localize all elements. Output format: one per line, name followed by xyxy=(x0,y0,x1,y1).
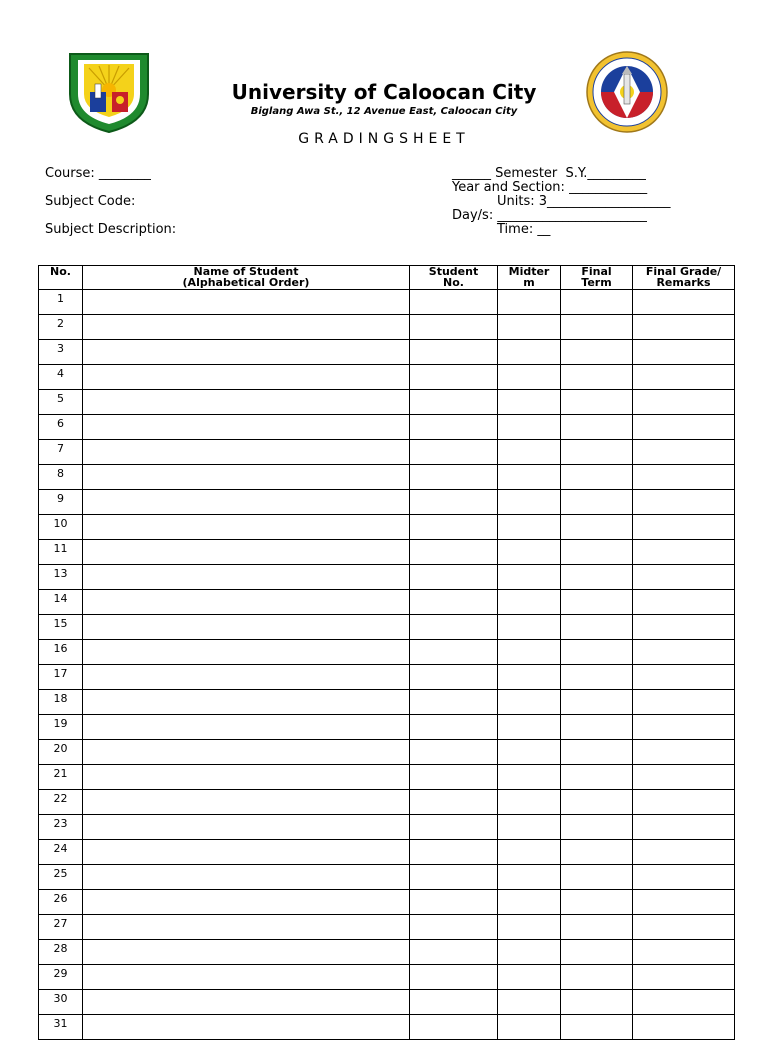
final-grade-cell[interactable] xyxy=(633,840,735,865)
final-term-cell[interactable] xyxy=(561,840,633,865)
table-row xyxy=(39,615,735,640)
table-row xyxy=(39,890,735,915)
midterm-cell[interactable] xyxy=(498,840,561,865)
student-no-cell[interactable] xyxy=(410,665,498,690)
final-term-cell[interactable] xyxy=(561,365,633,390)
table-row xyxy=(39,315,735,340)
final-grade-cell[interactable] xyxy=(633,690,735,715)
table-row xyxy=(39,940,735,965)
student-no-cell[interactable] xyxy=(410,365,498,390)
student-no-cell[interactable] xyxy=(410,740,498,765)
table-row xyxy=(39,440,735,465)
header-no: No. xyxy=(39,266,83,290)
student-name-cell[interactable] xyxy=(83,465,410,490)
student-no-cell[interactable] xyxy=(410,715,498,740)
row-number: 16 xyxy=(39,640,83,665)
university-name: University of Caloocan City xyxy=(231,80,537,104)
student-no-cell[interactable] xyxy=(410,765,498,790)
student-no-cell[interactable] xyxy=(410,915,498,940)
student-no-cell[interactable] xyxy=(410,640,498,665)
final-grade-cell[interactable] xyxy=(633,490,735,515)
final-term-cell[interactable] xyxy=(561,1015,633,1040)
midterm-cell[interactable] xyxy=(498,915,561,940)
final-grade-cell[interactable] xyxy=(633,590,735,615)
table-row xyxy=(39,865,735,890)
student-no-cell[interactable] xyxy=(410,815,498,840)
student-no-cell[interactable] xyxy=(410,840,498,865)
student-no-cell[interactable] xyxy=(410,940,498,965)
final-term-cell[interactable] xyxy=(561,415,633,440)
final-term-cell[interactable] xyxy=(561,515,633,540)
student-name-cell[interactable] xyxy=(83,515,410,540)
header-final-grade: Final Grade/ Remarks xyxy=(633,266,735,290)
midterm-cell[interactable] xyxy=(498,765,561,790)
midterm-cell[interactable] xyxy=(498,390,561,415)
table-row xyxy=(39,765,735,790)
final-term-cell[interactable] xyxy=(561,765,633,790)
table-row xyxy=(39,290,735,315)
student-name-cell[interactable] xyxy=(83,590,410,615)
midterm-cell[interactable] xyxy=(498,990,561,1015)
student-name-cell[interactable] xyxy=(83,740,410,765)
midterm-cell[interactable] xyxy=(498,315,561,340)
midterm-cell[interactable] xyxy=(498,340,561,365)
midterm-cell[interactable] xyxy=(498,465,561,490)
final-term-cell[interactable] xyxy=(561,390,633,415)
midterm-cell[interactable] xyxy=(498,890,561,915)
final-term-cell[interactable] xyxy=(561,340,633,365)
row-number: 7 xyxy=(39,440,83,465)
row-number: 11 xyxy=(39,540,83,565)
final-term-cell[interactable] xyxy=(561,615,633,640)
student-name-cell[interactable] xyxy=(83,440,410,465)
student-name-cell[interactable] xyxy=(83,340,410,365)
header-student-name: Name of Student (Alphabetical Order) xyxy=(83,266,410,290)
final-term-cell[interactable] xyxy=(561,490,633,515)
final-term-cell[interactable] xyxy=(561,790,633,815)
university-address: Biglang Awa St., 12 Avenue East, Caloocan City xyxy=(250,106,518,117)
header-midterm: Midter m xyxy=(498,266,561,290)
student-no-cell[interactable] xyxy=(410,540,498,565)
final-grade-cell[interactable] xyxy=(633,790,735,815)
midterm-cell[interactable] xyxy=(498,615,561,640)
final-term-cell[interactable] xyxy=(561,315,633,340)
student-no-cell[interactable] xyxy=(410,565,498,590)
midterm-cell[interactable] xyxy=(498,665,561,690)
days-label: Day/s: xyxy=(452,208,498,223)
final-term-cell[interactable] xyxy=(561,690,633,715)
student-no-cell[interactable] xyxy=(410,465,498,490)
final-grade-cell[interactable] xyxy=(633,815,735,840)
midterm-cell[interactable] xyxy=(498,365,561,390)
final-grade-cell[interactable] xyxy=(633,890,735,915)
final-grade-cell[interactable] xyxy=(633,965,735,990)
student-name-cell[interactable] xyxy=(83,640,410,665)
row-number: 9 xyxy=(39,490,83,515)
row-number: 26 xyxy=(39,890,83,915)
row-number: 30 xyxy=(39,990,83,1015)
final-term-cell[interactable] xyxy=(561,740,633,765)
student-no-cell[interactable] xyxy=(410,515,498,540)
student-no-cell[interactable] xyxy=(410,340,498,365)
table-row xyxy=(39,790,735,815)
student-name-cell[interactable] xyxy=(83,790,410,815)
student-name-cell[interactable] xyxy=(83,890,410,915)
final-grade-cell[interactable] xyxy=(633,565,735,590)
student-name-cell[interactable] xyxy=(83,865,410,890)
subject-description-label: Subject Description: xyxy=(45,222,177,237)
course-blank: ________ xyxy=(98,166,151,181)
row-number: 8 xyxy=(39,465,83,490)
table-row xyxy=(39,915,735,940)
student-name-cell[interactable] xyxy=(83,965,410,990)
final-term-cell[interactable] xyxy=(561,640,633,665)
student-name-cell[interactable] xyxy=(83,940,410,965)
student-no-cell[interactable] xyxy=(410,690,498,715)
course-label: Course: xyxy=(45,166,95,181)
midterm-cell[interactable] xyxy=(498,740,561,765)
final-grade-cell[interactable] xyxy=(633,740,735,765)
row-number: 17 xyxy=(39,665,83,690)
row-number: 23 xyxy=(39,815,83,840)
final-grade-cell[interactable] xyxy=(633,640,735,665)
student-no-cell[interactable] xyxy=(410,990,498,1015)
final-term-cell[interactable] xyxy=(561,440,633,465)
table-row xyxy=(39,590,735,615)
midterm-cell[interactable] xyxy=(498,440,561,465)
student-name-cell[interactable] xyxy=(83,1015,410,1040)
final-term-cell[interactable] xyxy=(561,890,633,915)
student-name-cell[interactable] xyxy=(83,390,410,415)
row-number: 27 xyxy=(39,915,83,940)
units-field[interactable] xyxy=(497,194,671,209)
row-number: 3 xyxy=(39,340,83,365)
table-header-row xyxy=(39,266,735,290)
table-row xyxy=(39,690,735,715)
final-grade-cell[interactable] xyxy=(633,715,735,740)
final-grade-cell[interactable] xyxy=(633,940,735,965)
row-number: 1 xyxy=(39,290,83,315)
final-grade-cell[interactable] xyxy=(633,365,735,390)
final-term-cell[interactable] xyxy=(561,565,633,590)
student-name-cell[interactable] xyxy=(83,540,410,565)
midterm-cell[interactable] xyxy=(498,790,561,815)
header-final-term: Final Term xyxy=(561,266,633,290)
final-term-cell[interactable] xyxy=(561,915,633,940)
semester-blank: ______ xyxy=(452,166,491,181)
table-row xyxy=(39,715,735,740)
table-row xyxy=(39,365,735,390)
student-name-cell[interactable] xyxy=(83,815,410,840)
days-field[interactable] xyxy=(452,208,647,223)
row-number: 13 xyxy=(39,565,83,590)
grade-rows xyxy=(39,290,735,1040)
table-row xyxy=(39,965,735,990)
final-grade-cell[interactable] xyxy=(633,915,735,940)
table-row xyxy=(39,540,735,565)
final-grade-cell[interactable] xyxy=(633,290,735,315)
student-no-cell[interactable] xyxy=(410,390,498,415)
student-no-cell[interactable] xyxy=(410,590,498,615)
final-grade-cell[interactable] xyxy=(633,415,735,440)
final-grade-cell[interactable] xyxy=(633,340,735,365)
midterm-cell[interactable] xyxy=(498,490,561,515)
final-grade-cell[interactable] xyxy=(633,865,735,890)
student-no-cell[interactable] xyxy=(410,615,498,640)
final-grade-cell[interactable] xyxy=(633,765,735,790)
student-name-cell[interactable] xyxy=(83,315,410,340)
table-row xyxy=(39,840,735,865)
student-no-cell[interactable] xyxy=(410,890,498,915)
final-term-cell[interactable] xyxy=(561,590,633,615)
row-number: 24 xyxy=(39,840,83,865)
final-term-cell[interactable] xyxy=(561,290,633,315)
course-field[interactable] xyxy=(45,166,151,181)
table-row xyxy=(39,465,735,490)
time-field[interactable] xyxy=(497,222,550,237)
sheet-title: GRADINGSHEET xyxy=(298,131,470,147)
student-name-cell[interactable] xyxy=(83,765,410,790)
midterm-cell[interactable] xyxy=(498,590,561,615)
student-no-cell[interactable] xyxy=(410,790,498,815)
final-grade-cell[interactable] xyxy=(633,615,735,640)
table-row xyxy=(39,640,735,665)
final-term-cell[interactable] xyxy=(561,815,633,840)
midterm-cell[interactable] xyxy=(498,640,561,665)
days-blank: _______________________ xyxy=(497,208,647,223)
midterm-cell[interactable] xyxy=(498,1015,561,1040)
final-term-cell[interactable] xyxy=(561,715,633,740)
final-term-cell[interactable] xyxy=(561,965,633,990)
year-section-field[interactable] xyxy=(452,180,647,195)
subject-code-label: Subject Code: xyxy=(45,194,136,209)
semester-label: Semester S.Y. xyxy=(491,166,588,181)
row-number: 21 xyxy=(39,765,83,790)
student-name-cell[interactable] xyxy=(83,415,410,440)
final-term-cell[interactable] xyxy=(561,465,633,490)
midterm-cell[interactable] xyxy=(498,540,561,565)
student-no-cell[interactable] xyxy=(410,415,498,440)
final-term-cell[interactable] xyxy=(561,665,633,690)
student-name-cell[interactable] xyxy=(83,690,410,715)
year-section-blank: ____________ xyxy=(569,180,648,195)
table-row xyxy=(39,740,735,765)
year-section-label: Year and Section: xyxy=(452,180,570,195)
student-name-cell[interactable] xyxy=(83,665,410,690)
student-name-cell[interactable] xyxy=(83,715,410,740)
row-number: 31 xyxy=(39,1015,83,1040)
student-no-cell[interactable] xyxy=(410,315,498,340)
row-number: 19 xyxy=(39,715,83,740)
table-row xyxy=(39,1015,735,1040)
row-number: 22 xyxy=(39,790,83,815)
table-row xyxy=(39,515,735,540)
table-row xyxy=(39,815,735,840)
row-number: 4 xyxy=(39,365,83,390)
midterm-cell[interactable] xyxy=(498,565,561,590)
student-name-cell[interactable] xyxy=(83,565,410,590)
final-grade-cell[interactable] xyxy=(633,465,735,490)
midterm-cell[interactable] xyxy=(498,865,561,890)
row-number: 18 xyxy=(39,690,83,715)
semester-field[interactable] xyxy=(452,166,646,181)
student-name-cell[interactable] xyxy=(83,840,410,865)
table-row xyxy=(39,990,735,1015)
final-grade-cell[interactable] xyxy=(633,540,735,565)
row-number: 5 xyxy=(39,390,83,415)
table-row xyxy=(39,340,735,365)
row-number: 6 xyxy=(39,415,83,440)
student-no-cell[interactable] xyxy=(410,965,498,990)
final-term-cell[interactable] xyxy=(561,990,633,1015)
final-grade-cell[interactable] xyxy=(633,390,735,415)
student-name-cell[interactable] xyxy=(83,915,410,940)
row-number: 20 xyxy=(39,740,83,765)
units-value: 3___________________ xyxy=(538,194,671,209)
student-no-cell[interactable] xyxy=(410,1015,498,1040)
midterm-cell[interactable] xyxy=(498,515,561,540)
final-grade-cell[interactable] xyxy=(633,1015,735,1040)
table-row xyxy=(39,390,735,415)
student-name-cell[interactable] xyxy=(83,365,410,390)
student-name-cell[interactable] xyxy=(83,290,410,315)
table-row xyxy=(39,665,735,690)
row-number: 28 xyxy=(39,940,83,965)
final-term-cell[interactable] xyxy=(561,540,633,565)
time-blank: __ xyxy=(537,222,551,237)
student-no-cell[interactable] xyxy=(410,865,498,890)
row-number: 29 xyxy=(39,965,83,990)
midterm-cell[interactable] xyxy=(498,290,561,315)
midterm-cell[interactable] xyxy=(498,815,561,840)
row-number: 25 xyxy=(39,865,83,890)
student-no-cell[interactable] xyxy=(410,290,498,315)
table-row xyxy=(39,490,735,515)
midterm-cell[interactable] xyxy=(498,940,561,965)
final-grade-cell[interactable] xyxy=(633,440,735,465)
final-term-cell[interactable] xyxy=(561,940,633,965)
row-number: 10 xyxy=(39,515,83,540)
row-number: 15 xyxy=(39,615,83,640)
midterm-cell[interactable] xyxy=(498,965,561,990)
row-number: 2 xyxy=(39,315,83,340)
row-number: 14 xyxy=(39,590,83,615)
midterm-cell[interactable] xyxy=(498,690,561,715)
units-label: Units: xyxy=(497,194,539,209)
final-term-cell[interactable] xyxy=(561,865,633,890)
final-grade-cell[interactable] xyxy=(633,515,735,540)
table-row xyxy=(39,415,735,440)
student-name-cell[interactable] xyxy=(83,990,410,1015)
time-label: Time: xyxy=(497,222,538,237)
student-no-cell[interactable] xyxy=(410,440,498,465)
midterm-cell[interactable] xyxy=(498,715,561,740)
student-name-cell[interactable] xyxy=(83,615,410,640)
final-grade-cell[interactable] xyxy=(633,990,735,1015)
final-grade-cell[interactable] xyxy=(633,665,735,690)
table-row xyxy=(39,565,735,590)
midterm-cell[interactable] xyxy=(498,415,561,440)
final-grade-cell[interactable] xyxy=(633,315,735,340)
header-student-no: Student No. xyxy=(410,266,498,290)
school-year-blank: _________ xyxy=(587,166,646,181)
grades-table xyxy=(38,265,735,1040)
student-no-cell[interactable] xyxy=(410,490,498,515)
student-name-cell[interactable] xyxy=(83,490,410,515)
